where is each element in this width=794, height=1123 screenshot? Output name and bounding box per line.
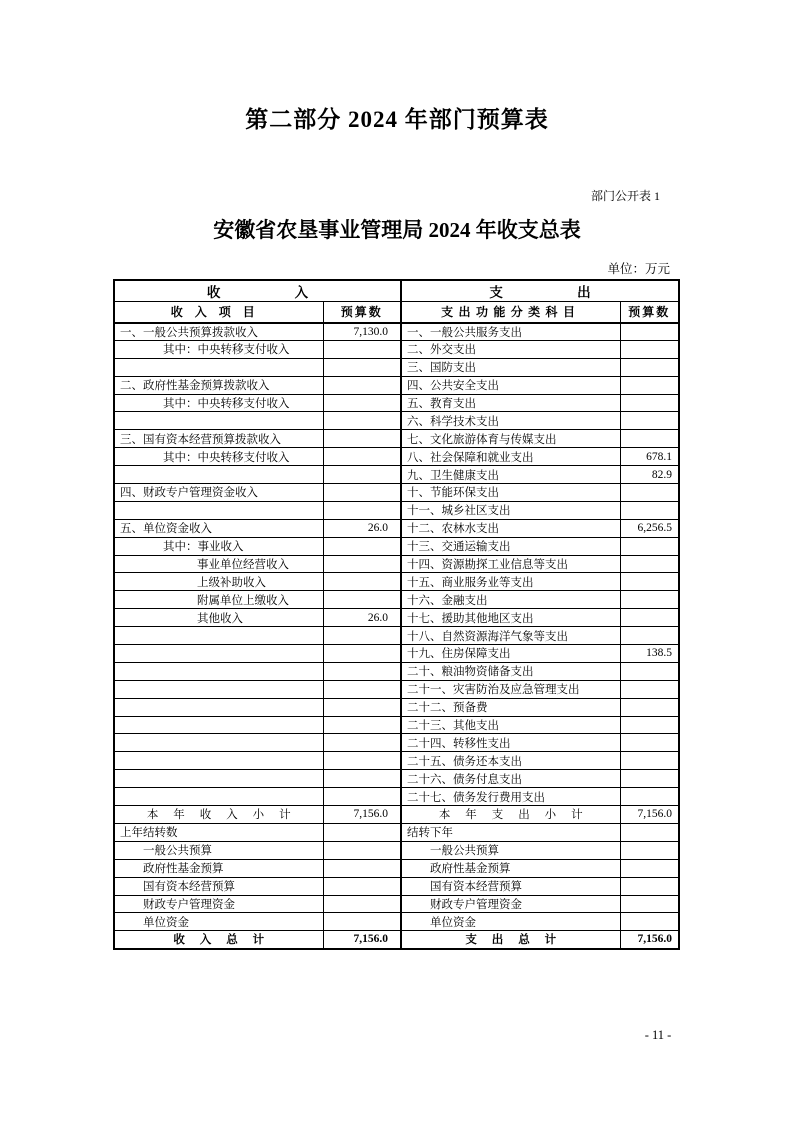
income-value-cell bbox=[323, 645, 401, 663]
table-row bbox=[114, 931, 679, 949]
expense-item-header: 支出功能分类科目 bbox=[401, 302, 620, 323]
income-item-cell bbox=[114, 698, 323, 716]
expense-item-cell: 二十七、债务发行费用支出 bbox=[401, 788, 620, 806]
income-item-cell: 其中：事业收入 bbox=[114, 537, 323, 555]
income-item-cell: 其中：中央转移支付收入 bbox=[114, 448, 323, 466]
expense-item-cell: 本年支出小计 bbox=[401, 806, 620, 824]
unit-label: 单位：万元 bbox=[607, 262, 670, 276]
table-row bbox=[114, 376, 679, 394]
budget-table bbox=[113, 279, 680, 950]
expense-item-cell: 八、社会保障和就业支出 bbox=[401, 448, 620, 466]
table-row bbox=[114, 734, 679, 752]
income-value-cell bbox=[323, 716, 401, 734]
income-item-cell: 财政专户管理资金 bbox=[114, 895, 323, 913]
expense-value-cell bbox=[620, 662, 679, 680]
table-row bbox=[114, 591, 679, 609]
table-row bbox=[114, 895, 679, 913]
income-item-cell bbox=[114, 501, 323, 519]
expense-value-cell bbox=[620, 913, 679, 931]
expense-item-cell: 十、节能环保支出 bbox=[401, 484, 620, 502]
income-budget-header: 预算数 bbox=[323, 302, 401, 323]
expense-value-cell bbox=[620, 680, 679, 698]
expense-value-cell bbox=[620, 537, 679, 555]
income-value-cell: 26.0 bbox=[323, 609, 401, 627]
table-row bbox=[114, 823, 679, 841]
expense-item-cell: 十九、住房保障支出 bbox=[401, 645, 620, 663]
expense-value-cell bbox=[620, 716, 679, 734]
income-value-cell bbox=[323, 430, 401, 448]
expense-value-cell bbox=[620, 394, 679, 412]
income-value-cell bbox=[323, 394, 401, 412]
table-row bbox=[114, 877, 679, 895]
income-item-cell: 一、一般公共预算拨款收入 bbox=[114, 323, 323, 341]
income-value-cell: 26.0 bbox=[323, 519, 401, 537]
income-value-cell bbox=[323, 627, 401, 645]
income-value-cell bbox=[323, 466, 401, 484]
expense-value-cell: 138.5 bbox=[620, 645, 679, 663]
expense-item-cell: 支出总计 bbox=[401, 931, 620, 949]
table-row bbox=[114, 716, 679, 734]
expense-item-cell: 二、外交支出 bbox=[401, 340, 620, 358]
expense-value-cell bbox=[620, 555, 679, 573]
expense-value-cell bbox=[620, 609, 679, 627]
income-item-cell bbox=[114, 734, 323, 752]
expense-item-cell: 二十五、债务还本支出 bbox=[401, 752, 620, 770]
table-header-row-columns bbox=[114, 302, 679, 323]
income-value-cell bbox=[323, 448, 401, 466]
table-row bbox=[114, 555, 679, 573]
expense-value-cell bbox=[620, 734, 679, 752]
expense-value-cell: 82.9 bbox=[620, 466, 679, 484]
income-value-cell bbox=[323, 788, 401, 806]
income-item-cell: 其中：中央转移支付收入 bbox=[114, 340, 323, 358]
income-value-cell: 7,156.0 bbox=[323, 806, 401, 824]
income-item-cell: 国有资本经营预算 bbox=[114, 877, 323, 895]
expense-item-cell: 十七、援助其他地区支出 bbox=[401, 609, 620, 627]
expense-value-cell bbox=[620, 573, 679, 591]
expense-value-cell bbox=[620, 859, 679, 877]
section-title: 第二部分 2024 年部门预算表 bbox=[245, 107, 549, 132]
income-item-cell: 三、国有资本经营预算拨款收入 bbox=[114, 430, 323, 448]
table-row bbox=[114, 358, 679, 376]
table-label: 部门公开表 1 bbox=[590, 189, 660, 203]
expense-item-cell: 五、教育支出 bbox=[401, 394, 620, 412]
table-row bbox=[114, 841, 679, 859]
income-value-cell bbox=[323, 734, 401, 752]
table-row bbox=[114, 645, 679, 663]
expense-item-cell: 十五、商业服务业等支出 bbox=[401, 573, 620, 591]
table-row bbox=[114, 698, 679, 716]
income-item-cell bbox=[114, 788, 323, 806]
income-item-cell: 附属单位上缴收入 bbox=[114, 591, 323, 609]
table-row bbox=[114, 806, 679, 824]
table-row bbox=[114, 448, 679, 466]
table-row bbox=[114, 340, 679, 358]
income-value-cell bbox=[323, 770, 401, 788]
income-value-cell bbox=[323, 895, 401, 913]
expense-value-cell: 7,156.0 bbox=[620, 931, 679, 949]
income-value-cell bbox=[323, 537, 401, 555]
expense-value-cell bbox=[620, 340, 679, 358]
expense-value-cell bbox=[620, 877, 679, 895]
expense-item-cell: 十六、金融支出 bbox=[401, 591, 620, 609]
table-header-row-groups bbox=[114, 280, 679, 302]
income-value-cell bbox=[323, 555, 401, 573]
income-item-cell bbox=[114, 627, 323, 645]
income-header-cell: 收入 bbox=[114, 280, 401, 302]
expense-value-cell bbox=[620, 841, 679, 859]
income-value-cell: 7,156.0 bbox=[323, 931, 401, 949]
income-item-cell bbox=[114, 770, 323, 788]
income-value-cell bbox=[323, 877, 401, 895]
expense-value-cell bbox=[620, 430, 679, 448]
expense-item-cell: 十一、城乡社区支出 bbox=[401, 501, 620, 519]
expense-value-cell: 7,156.0 bbox=[620, 806, 679, 824]
income-value-cell bbox=[323, 859, 401, 877]
income-value-cell bbox=[323, 376, 401, 394]
expense-value-cell bbox=[620, 501, 679, 519]
table-row bbox=[114, 519, 679, 537]
table-row bbox=[114, 484, 679, 502]
expense-item-cell: 七、文化旅游体育与传媒支出 bbox=[401, 430, 620, 448]
income-item-cell: 五、单位资金收入 bbox=[114, 519, 323, 537]
income-value-cell bbox=[323, 913, 401, 931]
income-item-cell bbox=[114, 716, 323, 734]
income-value-cell bbox=[323, 662, 401, 680]
income-value-cell bbox=[323, 841, 401, 859]
income-item-cell bbox=[114, 412, 323, 430]
table-row bbox=[114, 752, 679, 770]
expense-item-cell: 四、公共安全支出 bbox=[401, 376, 620, 394]
table-row bbox=[114, 680, 679, 698]
expense-item-cell: 国有资本经营预算 bbox=[401, 877, 620, 895]
income-item-cell: 政府性基金预算 bbox=[114, 859, 323, 877]
income-value-cell bbox=[323, 340, 401, 358]
expense-value-cell bbox=[620, 698, 679, 716]
expense-value-cell bbox=[620, 627, 679, 645]
table-row bbox=[114, 323, 679, 341]
income-value-cell bbox=[323, 698, 401, 716]
income-value-cell bbox=[323, 680, 401, 698]
income-item-cell bbox=[114, 466, 323, 484]
income-item-cell: 本年收入小计 bbox=[114, 806, 323, 824]
expense-value-cell bbox=[620, 752, 679, 770]
income-item-cell: 其中：中央转移支付收入 bbox=[114, 394, 323, 412]
expense-value-cell bbox=[620, 376, 679, 394]
income-item-cell: 收入总计 bbox=[114, 931, 323, 949]
expense-value-cell bbox=[620, 895, 679, 913]
table-row bbox=[114, 788, 679, 806]
expense-budget-header: 预算数 bbox=[620, 302, 679, 323]
table-title: 安徽省农垦事业管理局 2024 年收支总表 bbox=[213, 218, 581, 242]
table-row bbox=[114, 770, 679, 788]
expense-value-cell bbox=[620, 788, 679, 806]
income-item-cell: 上级补助收入 bbox=[114, 573, 323, 591]
table-row bbox=[114, 412, 679, 430]
table-row bbox=[114, 913, 679, 931]
expense-value-cell: 678.1 bbox=[620, 448, 679, 466]
income-item-header: 收入项目 bbox=[114, 302, 323, 323]
income-value-cell bbox=[323, 412, 401, 430]
income-value-cell bbox=[323, 823, 401, 841]
income-item-cell: 事业单位经营收入 bbox=[114, 555, 323, 573]
expense-item-cell: 十三、交通运输支出 bbox=[401, 537, 620, 555]
table-row bbox=[114, 627, 679, 645]
income-item-cell: 二、政府性基金预算拨款收入 bbox=[114, 376, 323, 394]
expense-value-cell bbox=[620, 358, 679, 376]
expense-item-cell: 九、卫生健康支出 bbox=[401, 466, 620, 484]
expense-item-cell: 一、一般公共服务支出 bbox=[401, 323, 620, 341]
table-row bbox=[114, 466, 679, 484]
income-value-cell bbox=[323, 591, 401, 609]
expense-item-cell: 六、科学技术支出 bbox=[401, 412, 620, 430]
expense-item-cell: 十四、资源勘探工业信息等支出 bbox=[401, 555, 620, 573]
table-row bbox=[114, 859, 679, 877]
table-row bbox=[114, 501, 679, 519]
income-item-cell bbox=[114, 358, 323, 376]
income-item-cell bbox=[114, 645, 323, 663]
expense-item-cell: 三、国防支出 bbox=[401, 358, 620, 376]
expense-item-cell: 二十一、灾害防治及应急管理支出 bbox=[401, 680, 620, 698]
expense-value-cell bbox=[620, 770, 679, 788]
table-row bbox=[114, 430, 679, 448]
expense-value-cell bbox=[620, 323, 679, 341]
budget-table-body bbox=[114, 323, 679, 949]
expense-item-cell: 结转下年 bbox=[401, 823, 620, 841]
expense-item-cell: 二十、粮油物资储备支出 bbox=[401, 662, 620, 680]
table-row bbox=[114, 537, 679, 555]
income-item-cell: 上年结转数 bbox=[114, 823, 323, 841]
income-item-cell bbox=[114, 752, 323, 770]
expense-item-cell: 二十六、债务付息支出 bbox=[401, 770, 620, 788]
table-row bbox=[114, 662, 679, 680]
income-item-cell: 一般公共预算 bbox=[114, 841, 323, 859]
expense-value-cell bbox=[620, 412, 679, 430]
expense-item-cell: 十二、农林水支出 bbox=[401, 519, 620, 537]
expense-item-cell: 十八、自然资源海洋气象等支出 bbox=[401, 627, 620, 645]
income-item-cell: 四、财政专户管理资金收入 bbox=[114, 484, 323, 502]
income-item-cell: 其他收入 bbox=[114, 609, 323, 627]
expense-value-cell bbox=[620, 484, 679, 502]
income-value-cell bbox=[323, 752, 401, 770]
table-row bbox=[114, 573, 679, 591]
expense-item-cell: 二十三、其他支出 bbox=[401, 716, 620, 734]
expense-value-cell bbox=[620, 823, 679, 841]
expense-value-cell bbox=[620, 591, 679, 609]
income-item-cell bbox=[114, 680, 323, 698]
income-item-cell: 单位资金 bbox=[114, 913, 323, 931]
income-value-cell bbox=[323, 358, 401, 376]
expense-item-cell: 二十四、转移性支出 bbox=[401, 734, 620, 752]
expense-item-cell: 财政专户管理资金 bbox=[401, 895, 620, 913]
table-row bbox=[114, 609, 679, 627]
page-number: - 11 - bbox=[644, 1028, 672, 1042]
income-value-cell bbox=[323, 573, 401, 591]
expense-item-cell: 政府性基金预算 bbox=[401, 859, 620, 877]
expense-item-cell: 单位资金 bbox=[401, 913, 620, 931]
expense-value-cell: 6,256.5 bbox=[620, 519, 679, 537]
expense-item-cell: 二十二、预备费 bbox=[401, 698, 620, 716]
table-row bbox=[114, 394, 679, 412]
income-item-cell bbox=[114, 662, 323, 680]
expense-header-cell: 支出 bbox=[401, 280, 679, 302]
expense-item-cell: 一般公共预算 bbox=[401, 841, 620, 859]
income-value-cell bbox=[323, 501, 401, 519]
income-value-cell: 7,130.0 bbox=[323, 323, 401, 341]
income-value-cell bbox=[323, 484, 401, 502]
